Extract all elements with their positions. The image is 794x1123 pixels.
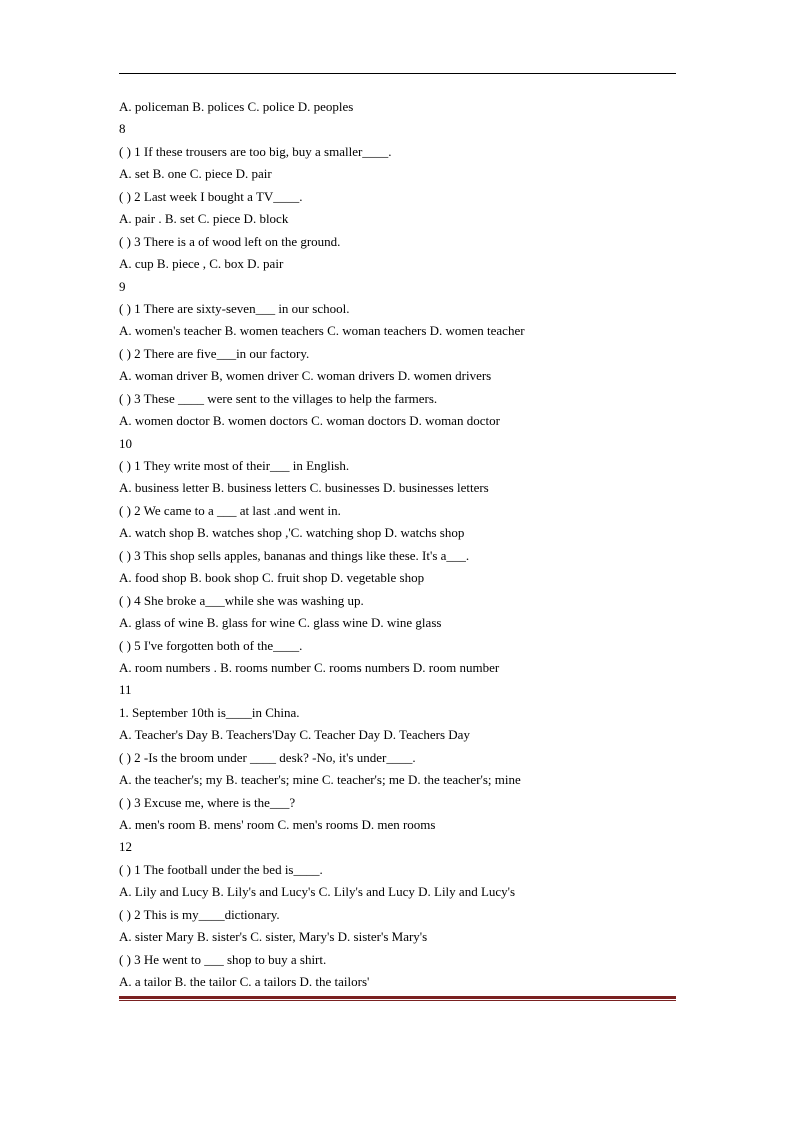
options-line: A. pair . B. set C. piece D. block — [119, 211, 289, 227]
footer-rule-thick — [119, 996, 676, 999]
question-line: ( ) 3 He went to ___ shop to buy a shirt. — [119, 951, 327, 967]
options-line: A. sister Mary B. sister's C. sister, Mary's D. sister's Mary's — [119, 929, 428, 945]
options-line: A. cup B. piece , C. box D. pair — [119, 256, 284, 272]
options-line: A. food shop B. book shop C. fruit shop D. vegetable shop — [119, 570, 425, 586]
options-line: A. women doctor B. women doctors C. woman doctors D. woman doctor — [119, 413, 500, 429]
question-line: ( ) 1 There are sixty-seven___ in our school. — [119, 300, 350, 316]
question-line: ( ) 1 The football under the bed is____. — [119, 861, 323, 877]
options-line: A. watch shop B. watches shop ,'C. watching shop D. watchs shop — [119, 525, 465, 541]
question-line: ( ) 3 Excuse me, where is the___? — [119, 794, 296, 810]
section-number: 12 — [119, 839, 132, 855]
options-line: A. business letter B. business letters C. businesses D. businesses letters — [119, 480, 489, 496]
options-line: A. women's teacher B. women teachers C. woman teachers D. women teacher — [119, 323, 525, 339]
question-line: ( ) 1 If these trousers are too big, buy a smaller____. — [119, 143, 392, 159]
options-line: A. a tailor B. the tailor C. a tailors D. the tailors' — [119, 974, 370, 990]
question-line: ( ) 2 We came to a ___ at last .and went in. — [119, 502, 341, 518]
options-line: A. the teacher's; my B. teacher's; mine C. teacher's; me D. the teacher's; mine — [119, 772, 521, 788]
footer-rule — [119, 996, 676, 1001]
options-line: A. Lily and Lucy B. Lily's and Lucy's C. Lily's and Lucy D. Lily and Lucy's — [119, 884, 516, 900]
question-line: ( ) 3 These ____ were sent to the villages to help the farmers. — [119, 390, 438, 406]
options-line: A. woman driver B, women driver C. woman drivers D. women drivers — [119, 368, 492, 384]
question-line: ( ) 4 She broke a___while she was washing up. — [119, 592, 364, 608]
options-line: A. set B. one C. piece D. pair — [119, 166, 272, 182]
section-number: 9 — [119, 278, 126, 294]
section-number: 11 — [119, 682, 132, 698]
question-line: ( ) 2 This is my____dictionary. — [119, 906, 280, 922]
options-line: A. Teacher's Day B. Teachers'Day C. Teacher Day D. Teachers Day — [119, 727, 470, 743]
options-line: A. room numbers . B. rooms number C. rooms numbers D. room number — [119, 659, 500, 675]
document-body — [119, 96, 679, 994]
section-number: 8 — [119, 121, 126, 137]
question-line: ( ) 2 -Is the broom under ____ desk? -No, it's under____. — [119, 749, 416, 765]
question-line: ( ) 1 They write most of their___ in English. — [119, 458, 350, 473]
question-line: ( ) 2 There are five___in our factory. — [119, 345, 310, 361]
header-rule — [119, 73, 676, 74]
question-line: ( ) 3 There is a of wood left on the ground. — [119, 233, 341, 249]
footer-rule-thin — [119, 1000, 676, 1001]
question-line: 1. September 10th is____in China. — [119, 704, 300, 720]
text-line: A. policeman B. polices C. police D. peoples — [119, 99, 354, 114]
options-line: A. men's room B. mens' room C. men's rooms D. men rooms — [119, 817, 436, 832]
options-line: A. glass of wine B. glass for wine C. glass wine D. wine glass — [119, 615, 442, 631]
section-number: 10 — [119, 435, 132, 451]
question-line: ( ) 3 This shop sells apples, bananas and things like these. It's a___. — [119, 547, 470, 563]
question-line: ( ) 5 I've forgotten both of the____. — [119, 637, 303, 653]
question-line: ( ) 2 Last week I bought a TV____. — [119, 188, 303, 204]
